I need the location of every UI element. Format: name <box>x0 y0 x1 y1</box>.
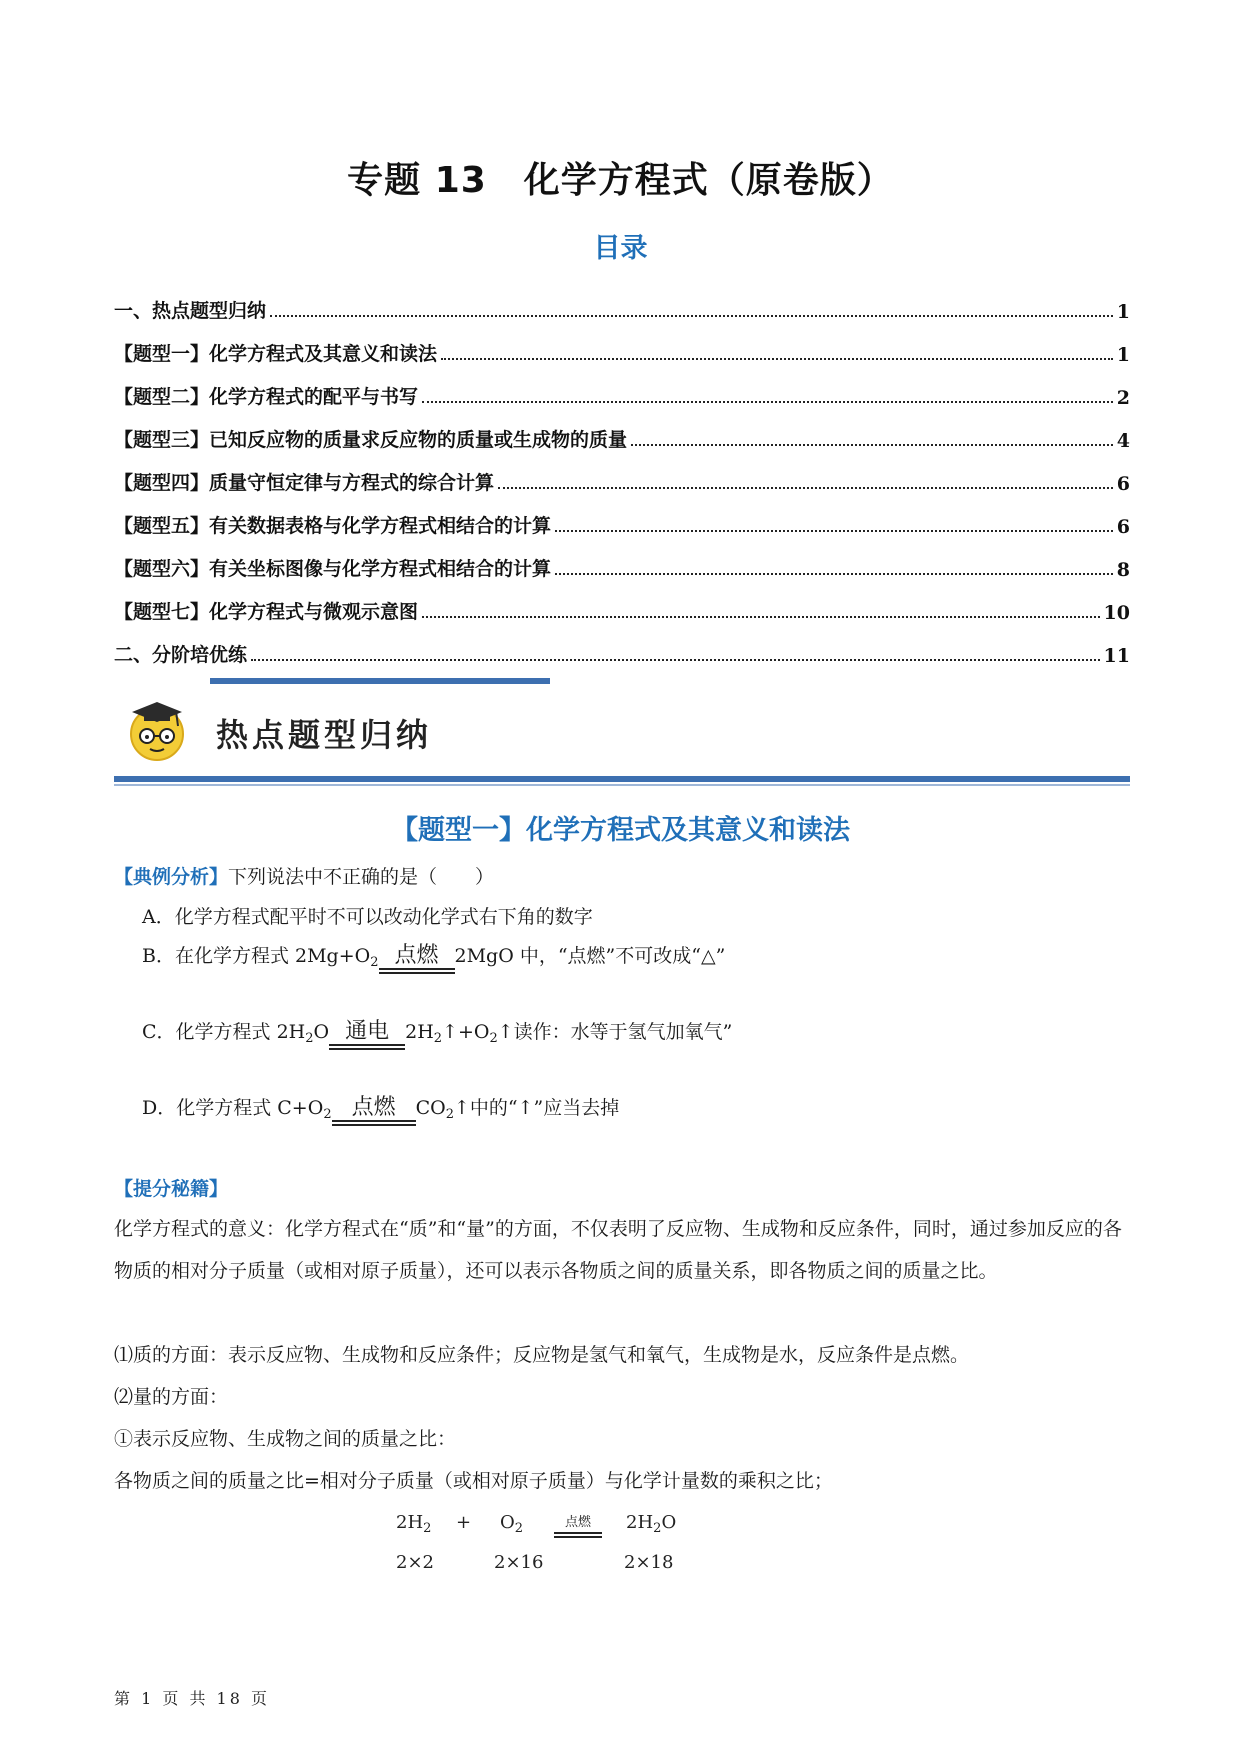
tips-line-formula: 各物质之间的质量之比=相对分子质量（或相对原子质量）与化学计量数的乘积之比； <box>114 1470 833 1492</box>
toc-leader-dots <box>631 444 1113 446</box>
tips-line-quality: ⑴质的方面：表示反应物、生成物和反应条件；反应物是氢气和氧气，生成物是水，反应条件是点燃。 <box>114 1344 970 1366</box>
toc-entry-label: 【题型一】化学方程式及其意义和读法 <box>114 343 438 365</box>
reaction-condition: 点燃 <box>564 1515 591 1530</box>
toc-entry-page: 1 <box>1116 344 1130 366</box>
option-c-product: ↑+O <box>442 1021 490 1043</box>
product-h2o: $2H_2O$ <box>626 1512 677 1536</box>
banner-top-rule <box>210 678 550 684</box>
toc-entry-label: 【题型三】已知反应物的质量求反应物的质量或生成物的质量 <box>114 429 628 451</box>
reaction-arrow <box>329 1020 405 1050</box>
toc-entry-label: 【题型四】质量守恒定律与方程式的综合计算 <box>114 472 495 494</box>
toc-leader-dots <box>251 659 1100 661</box>
option-b-suffix: 中，“点燃”不可改成“△” <box>513 945 726 967</box>
toc-entry-label: 【题型七】化学方程式与微观示意图 <box>114 601 419 623</box>
mass-o2: 2×16 <box>494 1552 544 1573</box>
tips-line-mass-ratio: ①表示反应物、生成物之间的质量之比： <box>114 1428 457 1450</box>
toc-entry-page: 6 <box>1116 473 1130 495</box>
option-b-product: 2MgO <box>454 945 514 967</box>
tips-line-quantity: ⑵量的方面： <box>114 1386 229 1408</box>
reaction-arrow <box>332 1096 416 1126</box>
subscript: 2 <box>445 1107 454 1122</box>
tips-paragraph: 化学方程式的意义：化学方程式在“质”和“量”的方面，不仅表明了反应物、生成物和反应条件，同时，通过参加反应的各物质的相对分子质量（或相对原子质量），还可以表示各物质之间的质量关系，即各物质之间的质量之比。 <box>114 1218 1122 1282</box>
option-c-suffix: ↑读作：水等于氢气加氧气” <box>497 1021 733 1043</box>
reaction-arrow <box>554 1510 602 1538</box>
subscript: 2 <box>489 1031 498 1046</box>
toc-entry[interactable] <box>114 409 1130 452</box>
toc-entry[interactable] <box>114 581 1130 624</box>
option-c-prefix: C．化学方程式 2H <box>142 1021 306 1043</box>
toc-leader-dots <box>422 401 1113 403</box>
option-a: A．化学方程式配平时不可以改动化学式右下角的数字 <box>142 906 593 928</box>
mass-h2o: 2×18 <box>624 1552 674 1573</box>
option-d <box>142 1096 619 1126</box>
subscript: 2 <box>370 955 379 970</box>
equation-row-formulas <box>396 1512 431 1536</box>
table-of-contents <box>114 280 1130 667</box>
option-b <box>142 944 725 974</box>
toc-leader-dots <box>441 358 1113 360</box>
reaction-condition: 点燃 <box>394 943 439 968</box>
banner-bottom-rule <box>114 776 1130 782</box>
example-analysis-tag: 【典例分析】 <box>114 866 229 888</box>
question-stem: 下列说法中不正确的是（ ） <box>228 866 495 888</box>
toc-entry-label: 一、热点题型归纳 <box>114 300 267 322</box>
option-d-prefix: D．化学方程式 C+O <box>142 1097 324 1119</box>
tips-tag <box>114 1178 228 1201</box>
toc-entry-label: 【题型二】化学方程式的配平与书写 <box>114 386 419 408</box>
plus-sign: + <box>456 1512 472 1533</box>
toc-leader-dots <box>422 616 1100 618</box>
toc-entry[interactable] <box>114 280 1130 323</box>
reaction-arrow <box>379 944 455 974</box>
student-face-icon <box>124 696 190 762</box>
option-c <box>142 1020 732 1050</box>
subscript: 2 <box>305 1031 314 1046</box>
toc-entry-page: 6 <box>1116 516 1130 538</box>
toc-heading: 目录 <box>593 233 648 264</box>
toc-entry[interactable] <box>114 366 1130 409</box>
section-banner <box>114 676 1130 786</box>
reaction-condition: 通电 <box>345 1019 390 1044</box>
option-c-product: 2H <box>405 1021 434 1043</box>
toc-entry-page: 8 <box>1116 559 1130 581</box>
page-footer: 第 1 页 共 18 页 <box>114 1689 270 1708</box>
toc-leader-dots <box>270 315 1113 317</box>
reaction-condition: 点燃 <box>351 1095 396 1120</box>
subscript: 2 <box>433 1031 443 1046</box>
question-stem-line <box>114 866 494 889</box>
banner-title: 热点题型归纳 <box>216 716 433 754</box>
reactant-h2: $2H_2$ <box>396 1512 432 1536</box>
toc-entry[interactable] <box>114 323 1130 366</box>
toc-entry-label: 二、分阶培优练 <box>114 644 248 666</box>
toc-leader-dots <box>555 530 1113 532</box>
toc-entry[interactable] <box>114 452 1130 495</box>
toc-entry[interactable] <box>114 538 1130 581</box>
toc-entry-page: 2 <box>1116 387 1130 409</box>
toc-entry-page: 10 <box>1103 602 1130 624</box>
toc-entry-page: 1 <box>1116 301 1130 323</box>
toc-entry-page: 11 <box>1103 645 1130 667</box>
banner-bottom-rule-thin <box>114 784 1130 786</box>
toc-entry-label: 【题型五】有关数据表格与化学方程式相结合的计算 <box>114 515 552 537</box>
option-d-product: CO <box>415 1097 446 1119</box>
toc-entry[interactable] <box>114 495 1130 538</box>
section-title: 【题型一】化学方程式及其意义和读法 <box>391 815 850 846</box>
option-d-suffix: ↑中的“↑”应当去掉 <box>454 1097 620 1119</box>
option-b-prefix: B．在化学方程式 2Mg+O <box>142 945 371 967</box>
mass-h2: 2×2 <box>396 1552 434 1573</box>
toc-leader-dots <box>555 573 1113 575</box>
toc-entry-label: 【题型六】有关坐标图像与化学方程式相结合的计算 <box>114 558 552 580</box>
reactant-o2: $O_2$ <box>500 1512 524 1536</box>
subscript: 2 <box>323 1107 332 1122</box>
toc-leader-dots <box>498 487 1113 489</box>
toc-entry-page: 4 <box>1116 430 1130 452</box>
toc-entry[interactable] <box>114 624 1130 667</box>
document-title: 专题 13 化学方程式（原卷版） <box>347 160 894 201</box>
tips-tag-label: 【提分秘籍】 <box>114 1178 229 1200</box>
option-c-formula: O <box>313 1021 330 1043</box>
